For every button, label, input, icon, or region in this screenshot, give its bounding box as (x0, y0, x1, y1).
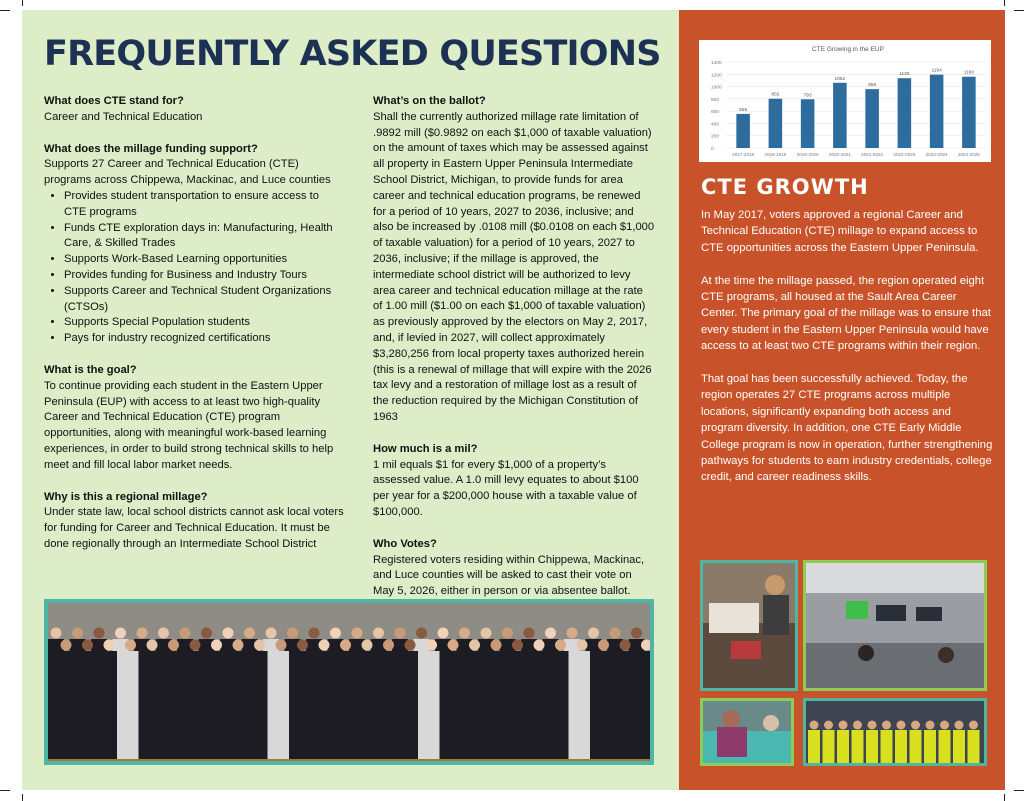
page-title: FREQUENTLY ASKED QUESTIONS (44, 34, 661, 74)
y-tick-label: 1400 (711, 61, 722, 66)
photo-computer-lab (803, 560, 987, 691)
data-label: 555 (739, 107, 748, 113)
photo-health-care (700, 698, 794, 766)
data-label: 793 (803, 93, 812, 99)
section-title: CTE GROWTH (701, 175, 869, 199)
faq-answer: Career and Technical Education (44, 110, 203, 123)
bar-chart (699, 40, 991, 162)
data-label: 1160 (963, 70, 975, 76)
crop-mark (0, 10, 10, 11)
photo-illustration (703, 701, 791, 763)
list-item: • Funds CTE exploration days in: Manufacturing, Health Care, & Skilled Trades (64, 221, 344, 253)
photo-illustration (703, 563, 795, 688)
group-photo (44, 599, 654, 765)
faq-question: What’s on the ballot? (373, 95, 486, 107)
chart-bar (865, 89, 879, 148)
faq-column-left (44, 94, 344, 553)
faq-question: What does CTE stand for? (44, 95, 184, 107)
x-tick-label: 2021-2022 (861, 152, 884, 157)
x-tick-label: 2018-2019 (764, 152, 787, 157)
x-tick-label: 2020-2021 (828, 152, 851, 157)
y-tick-label: 600 (711, 110, 720, 116)
list-item: • Supports Special Population students (64, 315, 344, 331)
paragraph: That goal has been successfully achieved. Today, the region operates 27 CTE programs across multiple locations, significantly expanding both access and program diversity. In addition, one CTE Early Middle College program is now in operation, further strengthening pathways for students to earn industry credentials, college credit, and career readiness skills. (701, 373, 993, 484)
y-tick-label: 1200 (711, 73, 722, 79)
data-label: 1062 (834, 76, 846, 82)
crop-mark (0, 790, 10, 791)
data-label: 802 (771, 92, 780, 98)
chart-bar (801, 99, 815, 148)
growth-text (701, 207, 993, 502)
paragraph: At the time the millage passed, the region operated eight CTE programs, all housed at the Sault Area Career Center. The primary goal of the millage was to ensure that every student in the Eastern Upper Peninsula would have access to at least two CTE programs within their region. (701, 274, 991, 353)
faq-question: What is the goal? (44, 363, 137, 376)
faq-question: What does the millage funding support? (44, 142, 258, 155)
x-tick-label: 2017-2018 (732, 152, 755, 157)
list-item: • Pays for industry recognized certifications (64, 331, 344, 347)
y-tick-label: 1000 (711, 85, 722, 91)
chart-title: CTE Growing in the EUP (812, 46, 884, 53)
chart-bar (898, 78, 912, 148)
faq-question: How much is a mil? (373, 442, 478, 455)
data-label: 958 (868, 83, 877, 89)
group-photo-illustration (48, 603, 650, 761)
crop-mark (22, 0, 23, 6)
faq-question: Why is this a regional millage? (44, 490, 208, 503)
faq-answer: To continue providing each student in the Eastern Upper Peninsula (EUP) with access to at least two high-quality Career and Technical Education (CTE) program opportunities, along with meaningful work-based learning experiences, in order to build strong technical skills to help meet and fill local labor market needs. (44, 379, 334, 471)
photo-skilled-trades (803, 698, 987, 766)
x-tick-label: 2022-2023 (893, 152, 916, 157)
faq-column-right (373, 94, 655, 600)
list-item: • Supports Career and Technical Student Organizations (CTSOs) (64, 284, 344, 316)
photo-illustration (806, 701, 984, 763)
faq-answer: Registered voters residing within Chippewa, Mackinac, and Luce counties will be asked to cast their vote on May 5, 2026, either in person or via absentee ballot. (373, 553, 645, 598)
x-tick-label: 2023-2024 (925, 152, 948, 157)
list-item: • Supports Work-Based Learning opportunities (64, 252, 344, 268)
x-tick-label: 2024-2025 (957, 152, 980, 157)
paragraph: In May 2017, voters approved a regional Career and Technical Education (CTE) millage to expand access to CTE opportunities across the Eastern Upper Peninsula. (701, 209, 979, 254)
chart-bar (769, 99, 783, 148)
crop-mark (1004, 0, 1005, 6)
faq-question: Who Votes? (373, 537, 437, 550)
faq-answer: 1 mil equals $1 for every $1,000 of a property’s assessed value. A 1.0 mill levy equates to about $100 per year for a $200,000 house with a taxable value of $100,000. (373, 458, 639, 518)
faq-answer: Under state law, local school districts cannot ask local voters for funding for Career and Technical Education. It must be done regionally through an Intermediate School District (44, 506, 344, 550)
crop-mark (1004, 794, 1005, 801)
x-tick-label: 2019-2020 (796, 152, 819, 157)
y-tick-label: 0 (711, 147, 714, 152)
y-tick-label: 200 (711, 134, 720, 140)
list-item: • Provides student transportation to ensure access to CTE programs (64, 189, 344, 221)
y-tick-label: 800 (711, 97, 720, 103)
funding-bullet-list (44, 189, 344, 347)
data-label: 1194 (931, 68, 942, 74)
growth-chart (699, 40, 991, 162)
crop-mark (1014, 790, 1024, 791)
photo-illustration (806, 563, 984, 688)
photo-student-lab (700, 560, 798, 691)
list-item: • Provides funding for Business and Industry Tours (64, 268, 344, 284)
chart-bar (962, 77, 976, 148)
y-tick-label: 400 (711, 122, 720, 128)
crop-mark (1014, 10, 1024, 11)
chart-bar (833, 83, 847, 148)
faq-answer: Supports 27 Career and Technical Education (CTE) programs across Chippewa, Mackinac, and Luce counties (44, 158, 331, 187)
chart-bar (930, 75, 944, 148)
faq-answer: Shall the currently authorized millage rate limitation of .9892 mill ($0.9892 on each $1,000 of taxable valuation) on the amount of taxes which may be assessed against all property in Eastern Upper Peninsula Intermediate School District, Michigan, to provide funds for area career and technical education programs, be renewed for a period of 10 years, 2027 to 2036, inclusive; and also be increased by .0108 mill ($0.0108 on each $1,000 of taxable valuation) for a period of 10 years, 2027 to 2036, inclusive; if the millage is approved, the intermediate school district will be authorized to levy area career and technical education millage at the rate of 1.00 mill ($1.00 on each $1,000 of taxable valuation) as previously approved by the electors on May 2, 2017, and, if levied in 2027, will collect approximately $3,280,256 from local property taxes authorized herein (this is a renewal of millage that will expire with the 2026 tax levy and a restoration of millage lost as a result of the reduction required by the Michigan Constitution of 1963 (373, 110, 655, 423)
data-label: 1136 (899, 72, 910, 78)
chart-bar (736, 114, 750, 148)
crop-mark (22, 794, 23, 801)
